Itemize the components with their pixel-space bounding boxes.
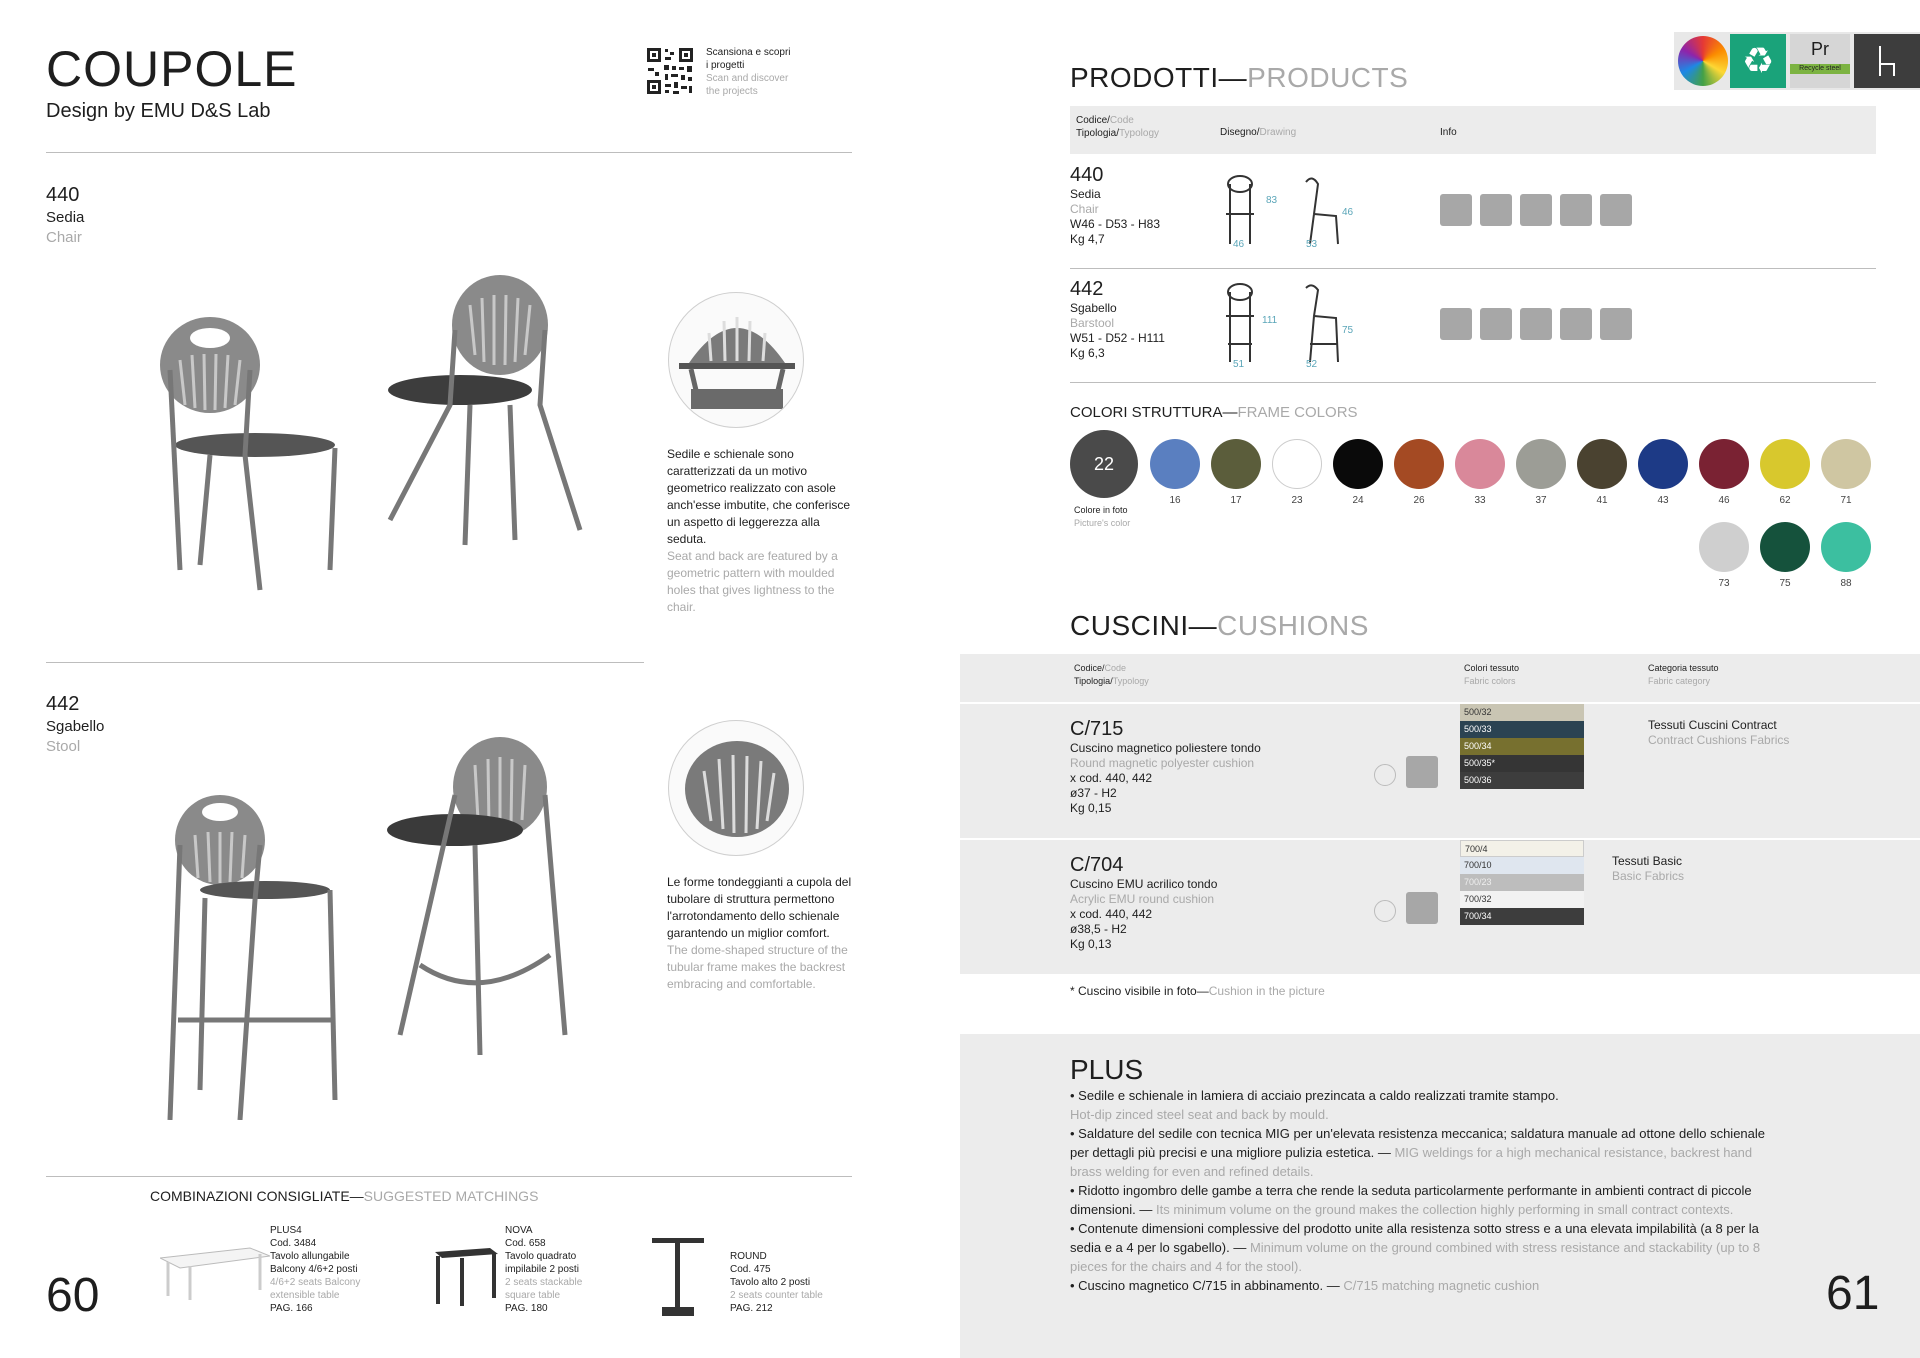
cushion-round-icon xyxy=(1374,764,1396,786)
frame-color-code: 37 xyxy=(1535,495,1547,506)
plus4-table-image xyxy=(160,1244,270,1300)
cushion-note-en: Cushion in the picture xyxy=(1208,984,1325,998)
page-number-right: 61 xyxy=(1826,1267,1880,1320)
product-row-442 xyxy=(1070,278,1876,382)
stool-442-image-right xyxy=(380,735,590,1065)
frame-color-swatch[interactable] xyxy=(1516,439,1566,489)
frame-colors-title-it: COLORI STRUTTURA xyxy=(1070,404,1223,421)
header-code: Codice/Code Tipologia/Typology xyxy=(1076,115,1160,139)
round-table-image xyxy=(650,1236,706,1318)
row-code: 442 xyxy=(1070,278,1104,300)
description-en: The dome-shaped structure of the tubular frame makes the backrest embracing and comfortable. xyxy=(667,943,848,991)
fabric-swatch[interactable]: 700/4 xyxy=(1460,840,1584,857)
color-wheel-icon xyxy=(1678,36,1728,86)
qr-code-icon xyxy=(645,46,695,96)
products-title: PRODOTTI—PRODUCTS xyxy=(1070,62,1409,93)
fabric-swatch[interactable]: 500/33 xyxy=(1460,721,1584,738)
cushion-desc-it: Cuscino EMU acrilico tondo xyxy=(1070,877,1218,891)
frame-color-code: 46 xyxy=(1718,495,1730,506)
product-440-description xyxy=(667,446,857,616)
dim-height: 83 xyxy=(1266,195,1278,206)
frame-color-swatch[interactable] xyxy=(1760,522,1810,572)
cushion-round-icon xyxy=(1374,900,1396,922)
matching-desc-it: Tavolo alto 2 posti xyxy=(730,1277,811,1288)
cushion-header-divider xyxy=(960,702,1920,704)
uv-icon xyxy=(1560,194,1592,226)
frame-colors-title-en: FRAME COLORS xyxy=(1237,404,1358,421)
chair-440-image-right xyxy=(380,270,590,560)
seat-icon xyxy=(1600,194,1632,226)
seat-icon xyxy=(1600,308,1632,340)
plus-item: • Sedile e schienale in lamiera di acciaio prezincata a caldo realizzati tramite stampo. Hot-dip zinced steel seat and back by mould. xyxy=(1070,1088,1559,1122)
dim-height: 111 xyxy=(1262,315,1278,326)
description-en: Seat and back are featured by a geometric pattern with moulded holes that gives lightness to the chair. xyxy=(667,549,838,614)
row-name-it: Sedia xyxy=(1070,187,1101,201)
chair-440-image-left xyxy=(150,310,350,600)
designer-subtitle: Design by EMU D&S Lab xyxy=(46,100,271,122)
header-drawing: Disegno/Drawing xyxy=(1220,127,1297,138)
cushions-title: CUSCINI—CUSHIONS xyxy=(1070,610,1369,641)
row-code: 440 xyxy=(1070,164,1104,186)
row-divider xyxy=(1070,268,1876,269)
seat-detail-icon xyxy=(669,293,804,428)
cushions-title-en: CUSHIONS xyxy=(1217,610,1369,641)
matchings-divider xyxy=(46,1176,852,1177)
weather-icon xyxy=(1480,194,1512,226)
stackable-icon xyxy=(1520,308,1552,340)
matching-code: Cod. 475 xyxy=(730,1264,771,1275)
seat-detail-image xyxy=(668,292,804,428)
cushion-desc-en: Round magnetic polyester cushion xyxy=(1070,756,1255,770)
cushion-desc-en: Acrylic EMU round cushion xyxy=(1070,892,1215,906)
matching-item-round[interactable] xyxy=(730,1250,840,1315)
row-dims: W46 - D53 - H83 xyxy=(1070,217,1161,231)
frame-color-swatch[interactable] xyxy=(1394,439,1444,489)
matching-desc-en: 2 seats counter table xyxy=(730,1290,823,1301)
frame-color-code: 23 xyxy=(1291,495,1303,506)
product-442-label xyxy=(46,693,104,755)
matching-name: ROUND xyxy=(730,1251,767,1262)
description-it: Le forme tondeggianti a cupola del tubolare di struttura permettono l'arrotondamento dello schienale garantendo un miglior comfort. xyxy=(667,875,852,940)
stackable-icon xyxy=(1520,194,1552,226)
row-name-en: Chair xyxy=(1070,202,1099,216)
eco-label-sub: Recycle steel xyxy=(1790,64,1850,74)
cushions-panel xyxy=(960,654,1920,974)
frame-colors-title: COLORI STRUTTURA—FRAME COLORS xyxy=(1070,404,1358,421)
outdoor-icon xyxy=(1440,194,1472,226)
uv-icon xyxy=(1560,308,1592,340)
row-name-en: Barstool xyxy=(1070,316,1115,330)
qr-caption-line3: Scan and discover xyxy=(706,73,789,84)
qr-caption-line1: Scansiona e scopri xyxy=(706,47,791,58)
products-table-header xyxy=(1070,106,1876,154)
cushion-for: x cod. 440, 442 xyxy=(1070,771,1153,785)
backrest-detail-icon xyxy=(669,721,804,856)
fabric-category-c715: Tessuti Cuscini Contract Contract Cushions Fabrics xyxy=(1648,718,1790,747)
plus-title: PLUS xyxy=(1070,1054,1144,1085)
matching-desc-it: Tavolo allungabile Balcony 4/6+2 posti xyxy=(270,1251,358,1275)
eco-label-badge xyxy=(1790,34,1850,88)
matching-desc-it: Tavolo quadrato impilabile 2 posti xyxy=(505,1251,579,1275)
cushion-weight: Kg 0,13 xyxy=(1070,937,1112,951)
matching-desc-en: 2 seats stackable square table xyxy=(505,1277,583,1301)
frame-color-swatch[interactable] xyxy=(1821,522,1871,572)
dim-seat: 75 xyxy=(1342,325,1354,336)
fabric-swatch[interactable]: 700/23 xyxy=(1460,874,1584,891)
products-title-en: PRODUCTS xyxy=(1247,62,1409,93)
cushion-row-c715 xyxy=(1070,718,1310,816)
qr-caption-line4: the projects xyxy=(706,86,758,97)
cushion-header-fabric-colors: Colori tessuto Fabric colors xyxy=(1464,663,1520,686)
frame-color-swatch[interactable] xyxy=(1699,439,1749,489)
fabric-swatch[interactable]: 500/36 xyxy=(1460,772,1584,789)
frame-color-swatch[interactable] xyxy=(1699,522,1749,572)
cushion-row-divider xyxy=(960,838,1920,840)
frame-color-code: 73 xyxy=(1718,578,1730,589)
products-title-it: PRODOTTI xyxy=(1070,62,1219,93)
frame-color-code: 16 xyxy=(1169,495,1181,506)
product-name-en: Chair xyxy=(46,229,82,246)
frame-color-code: 24 xyxy=(1352,495,1364,506)
fabric-strips-c715 xyxy=(1460,704,1586,794)
product-row-440 xyxy=(1070,164,1876,268)
cushion-dims: ø37 - H2 xyxy=(1070,786,1117,800)
cushion-code: C/704 xyxy=(1070,854,1124,876)
frame-color-code: 41 xyxy=(1596,495,1608,506)
matching-name: PLUS4 xyxy=(270,1225,302,1236)
product-divider xyxy=(46,662,644,663)
frame-color-code: 71 xyxy=(1840,495,1852,506)
cushion-weight: Kg 0,15 xyxy=(1070,801,1112,815)
product-name-it: Sgabello xyxy=(46,718,105,735)
frame-color-code: 88 xyxy=(1840,578,1852,589)
plus-panel xyxy=(960,1034,1920,1358)
recycle-icon: ♻ xyxy=(1730,34,1786,88)
frame-color-swatch[interactable] xyxy=(1577,439,1627,489)
cushion-wash-icon xyxy=(1406,756,1438,788)
frame-color-swatch[interactable] xyxy=(1760,439,1810,489)
fabric-strips-c704 xyxy=(1460,840,1586,930)
product-name-it: Sedia xyxy=(46,209,85,226)
dim-width: 46 xyxy=(1233,239,1245,250)
qr-caption-line2: i progetti xyxy=(706,60,745,71)
row-weight: Kg 6,3 xyxy=(1070,346,1105,360)
frame-color-swatch[interactable] xyxy=(1455,439,1505,489)
product-442-description xyxy=(667,874,857,993)
cushion-note-it: * Cuscino visibile in foto xyxy=(1070,984,1197,998)
fabric-swatch[interactable]: 500/35* xyxy=(1460,755,1584,772)
frame-color-swatch[interactable] xyxy=(1211,439,1261,489)
description-it: Sedile e schienale sono caratterizzati da un motivo geometrico realizzato con asole anch'esse imbutite, che conferisce un aspetto di leggerezza alla seduta. xyxy=(667,447,851,546)
weather-icon xyxy=(1480,308,1512,340)
matching-desc-en: 4/6+2 seats Balcony extensible table xyxy=(270,1277,361,1301)
fabric-swatch[interactable]: 700/32 xyxy=(1460,891,1584,908)
frame-color-swatch[interactable] xyxy=(1638,439,1688,489)
header-info: Info xyxy=(1440,127,1457,138)
fabric-swatch[interactable]: 700/10 xyxy=(1460,857,1584,874)
qr-code[interactable] xyxy=(645,46,695,96)
frame-color-swatch[interactable] xyxy=(1272,439,1322,489)
row-weight: Kg 4,7 xyxy=(1070,232,1105,246)
matching-page: PAG. 212 xyxy=(730,1303,773,1314)
frame-color-code: 75 xyxy=(1779,578,1791,589)
page-number-left: 60 xyxy=(46,1269,100,1322)
chair-outline-icon xyxy=(1854,34,1920,88)
matching-code: Cod. 658 xyxy=(505,1238,546,1249)
matching-code: Cod. 3484 xyxy=(270,1238,317,1249)
cushion-wash-icon xyxy=(1406,892,1438,924)
frame-color-swatch[interactable] xyxy=(1333,439,1383,489)
row-divider xyxy=(1070,382,1876,383)
photo-color-swatch[interactable]: 22 xyxy=(1070,430,1138,498)
outdoor-icon xyxy=(1440,308,1472,340)
product-440-label xyxy=(46,184,84,246)
stool-442-drawing xyxy=(1218,282,1358,368)
matching-page: PAG. 166 xyxy=(270,1303,313,1314)
frame-color-swatch[interactable] xyxy=(1821,439,1871,489)
frame-color-swatch[interactable] xyxy=(1150,439,1200,489)
cushion-dims: ø38,5 - H2 xyxy=(1070,922,1127,936)
cushion-note: * Cuscino visibile in foto—Cushion in the picture xyxy=(1070,984,1325,998)
backrest-detail-image xyxy=(668,720,804,856)
cushion-code: C/715 xyxy=(1070,718,1124,740)
frame-color-code: 33 xyxy=(1474,495,1486,506)
qr-caption xyxy=(706,46,816,98)
frame-color-code: 43 xyxy=(1657,495,1669,506)
cushions-title-it: CUSCINI xyxy=(1070,610,1189,641)
nova-table-image xyxy=(430,1246,500,1306)
cushion-for: x cod. 440, 442 xyxy=(1070,907,1153,921)
cushion-header-code: Codice/Code Tipologia/Typology xyxy=(1074,663,1149,686)
dim-depth: 52 xyxy=(1306,359,1318,370)
frame-color-code: 17 xyxy=(1230,495,1242,506)
fabric-swatch[interactable]: 500/32 xyxy=(1460,704,1584,721)
matchings-title: COMBINAZIONI CONSIGLIATE—SUGGESTED MATCHINGS xyxy=(150,1188,539,1204)
frame-color-code: 62 xyxy=(1779,495,1791,506)
product-name-en: Stool xyxy=(46,738,81,755)
dim-depth: 53 xyxy=(1306,239,1318,250)
cushion-desc-it: Cuscino magnetico poliestere tondo xyxy=(1070,741,1261,755)
dim-seat: 46 xyxy=(1342,207,1354,218)
cushion-header-fabric-category: Categoria tessuto Fabric category xyxy=(1648,663,1719,686)
matching-item-nova[interactable] xyxy=(505,1224,605,1315)
product-code: 440 xyxy=(46,184,80,206)
matching-name: NOVA xyxy=(505,1225,533,1236)
fabric-swatch[interactable]: 500/34 xyxy=(1460,738,1584,755)
plus-list xyxy=(1070,1086,1770,1295)
matchings-title-en: SUGGESTED MATCHINGS xyxy=(363,1188,539,1204)
collection-title: COUPOLE xyxy=(46,41,298,97)
matching-item-plus4[interactable] xyxy=(270,1224,380,1315)
plus-item: • Cuscino magnetico C/715 in abbinamento. — C/715 matching magnetic cushion xyxy=(1070,1278,1540,1293)
plus-item: • Contenute dimensioni complessive del prodotto unite alla resistenza sotto stress e a una elevata impilabilità (a 8 per la sedia e a 4 per lo sgabello). — Minimum volume on the ground combined with stress resistance and stackability (up to 8 pieces for the chairs and 4 for the stool). xyxy=(1070,1221,1761,1274)
chair-category-icon xyxy=(1854,34,1920,88)
stool-442-image-left xyxy=(150,790,350,1120)
fabric-category-c704: Tessuti Basic Basic Fabrics xyxy=(1612,854,1685,883)
header-divider xyxy=(46,152,852,153)
plus-item: • Ridotto ingombro delle gambe a terra che rende la seduta particolarmente performante in ambienti contract di piccole dimensioni. — Its minimum volume on the ground makes the collection highly performing in small contract contexts. xyxy=(1070,1183,1752,1217)
cushion-row-c704 xyxy=(1070,854,1310,952)
frame-color-code: 26 xyxy=(1413,495,1425,506)
product-code: 442 xyxy=(46,693,80,715)
row-name-it: Sgabello xyxy=(1070,301,1117,315)
matching-page: PAG. 180 xyxy=(505,1303,548,1314)
dim-width: 51 xyxy=(1233,359,1245,370)
matchings-title-it: COMBINAZIONI CONSIGLIATE xyxy=(150,1188,350,1204)
fabric-swatch[interactable]: 700/34 xyxy=(1460,908,1584,925)
photo-color-label: Colore in foto Picture's color xyxy=(1074,505,1131,528)
eco-label-text: Pr xyxy=(1811,39,1829,59)
plus-item: • Saldature del sedile con tecnica MIG per un'elevata resistenza meccanica; saldatura manuale ad ottone dello schienale per dettagli più precisi e una migliore pulizia estetica. — MIG weldings for a high mechanical resistance, backrest hand brass welding for even and refined details. xyxy=(1070,1126,1765,1179)
row-dims: W51 - D52 - H111 xyxy=(1070,331,1165,345)
